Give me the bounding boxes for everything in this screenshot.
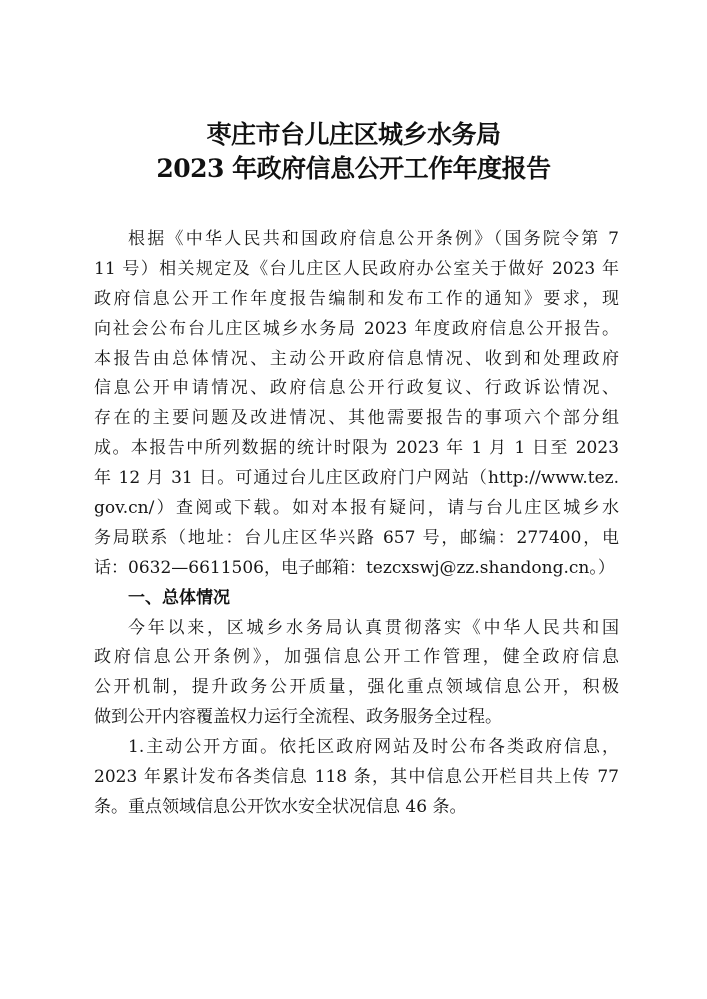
active-disclosure-paragraph <box>94 733 619 823</box>
paragraph-line: 做到公开内容覆盖权力运行全流程、政务服务全过程。 <box>94 707 502 728</box>
paragraph-line: 1.主动公开方面。依托区政府网站及时公布各类政府信息， <box>128 737 619 758</box>
paragraph-line: 话：0632—6611506，电子邮箱：tezcxswj@zz.shandong.cn。） <box>94 557 615 578</box>
paragraph-line: 2023 年累计发布各类信息 118 条，其中信息公开栏目共上传 77 <box>94 767 619 788</box>
paragraph-line: 年 12 月 31 日。可通过台儿庄区政府门户网站（http://www.tez. <box>94 468 619 489</box>
paragraph-line: 条。重点领域信息公开饮水安全状况信息 46 条。 <box>94 796 467 817</box>
paragraph-line: 11 号）相关规定及《台儿庄区人民政府办公室关于做好 2023 年 <box>94 258 619 279</box>
paragraph-line: 存在的主要问题及改进情况、其他需要报告的事项六个部分组 <box>94 408 619 429</box>
paragraph-line: 本报告由总体情况、主动公开政府信息情况、收到和处理政府 <box>94 348 619 369</box>
paragraph-line: 今年以来，区城乡水务局认真贯彻落实《中华人民共和国 <box>128 617 619 638</box>
paragraph-line: 向社会公布台儿庄区城乡水务局 2023 年度政府信息公开报告。 <box>94 318 619 339</box>
document-title <box>0 118 707 186</box>
paragraph-line: 根据《中华人民共和国政府信息公开条例》（国务院令第 7 <box>128 229 619 249</box>
paragraph-line: 务局联系（地址：台儿庄区华兴路 657 号，邮编：277400，电 <box>94 527 619 548</box>
overview-paragraph <box>94 614 619 734</box>
paragraph-line: 政府信息公开条例》，加强信息公开工作管理，健全政府信息 <box>94 647 619 668</box>
paragraph-line: 政府信息公开工作年度报告编制和发布工作的通知》要求，现 <box>94 288 619 309</box>
section-heading: 一、总体情况 <box>128 587 230 608</box>
paragraph-line: 信息公开申请情况、政府信息公开行政复议、行政诉讼情况、 <box>94 378 619 399</box>
document-body <box>94 225 619 823</box>
paragraph-line: 公开机制，提升政务公开质量，强化重点领域信息公开，积极 <box>94 677 619 698</box>
paragraph-line: 成。本报告中所列数据的统计时限为 2023 年 1 月 1 日至 2023 <box>94 438 619 459</box>
paragraph-line: gov.cn/）查阅或下载。如对本报有疑问，请与台儿庄区城乡水 <box>94 498 619 519</box>
title-line-2: 2023 年政府信息公开工作年度报告 <box>156 154 551 183</box>
title-line-1: 枣庄市台儿庄区城乡水务局 <box>206 120 501 149</box>
intro-paragraph <box>94 225 619 584</box>
